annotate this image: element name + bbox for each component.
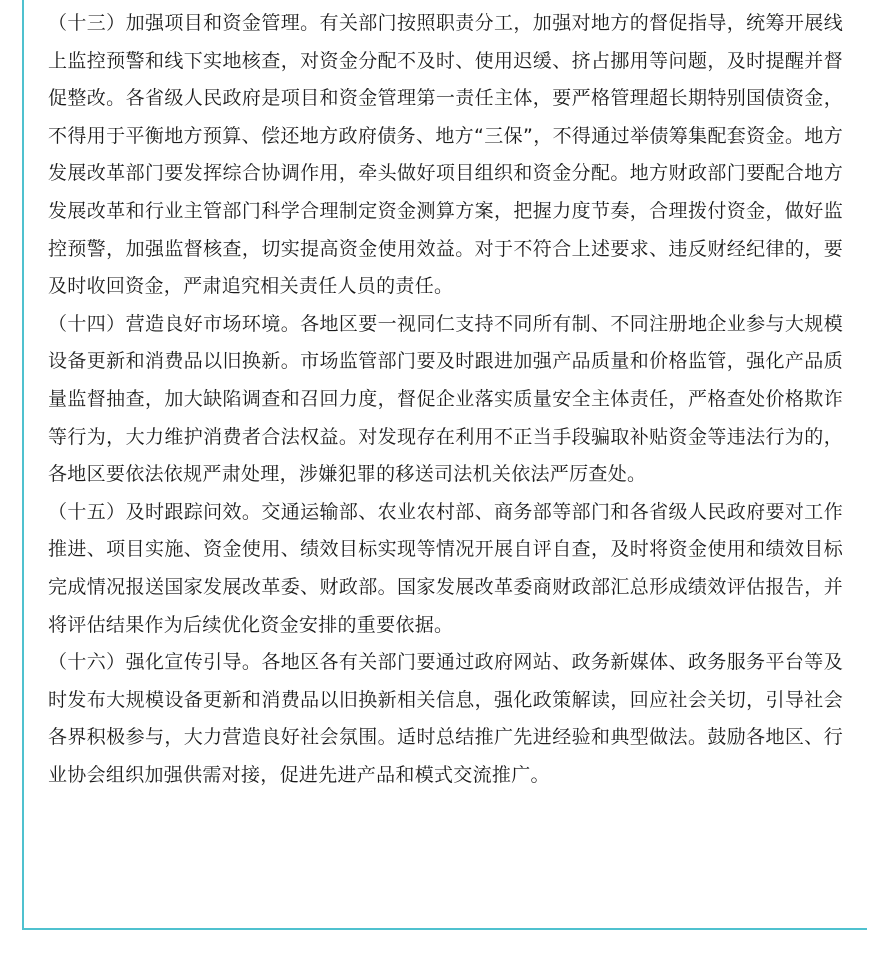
paragraph-13: （十三）加强项目和资金管理。有关部门按照职责分工，加强对地方的督促指导，统筹开展线上监控预警和线下实地核查，对资金分配不及时、使用迟缓、挤占挪用等问题，及时提醒并督促整改。各省级人民政府是项目和资金管理第一责任主体，要严格管理超长期特别国债资金，不得用于平衡地方预算、偿还地方政府债务、地方“三保”，不得通过举债筹集配套资金。地方发展改革部门要发挥综合协调作用，牵头做好项目组织和资金分配。地方财政部门要配合地方发展改革和行业主管部门科学合理制定资金测算方案，把握力度节奏，合理拨付资金，做好监控预警，加强监督核查，切实提高资金使用效益。对于不符合上述要求、违反财经纪律的，要及时收回资金，严肃追究相关责任人员的责任。 [48,12,843,298]
paragraph-15: （十五）及时跟踪问效。交通运输部、农业农村部、商务部等部门和各省级人民政府要对工作推进、项目实施、资金使用、绩效目标实现等情况开展自评自查，及时将资金使用和绩效目标完成情况报送国家发展改革委、财政部。国家发展改革委商财政部汇总形成绩效评估报告，并将评估结果作为后续优化资金安排的重要依据。 [48,500,843,636]
paragraph-14: （十四）营造良好市场环境。各地区要一视同仁支持不同所有制、不同注册地企业参与大规模设备更新和消费品以旧换新。市场监管部门要及时跟进加强产品质量和价格监管，强化产品质量监督抽查，加大缺陷调查和召回力度，督促企业落实质量安全主体责任，严格查处价格欺诈等行为，大力维护消费者合法权益。对发现存在利用不正当手段骗取补贴资金等违法行为的，各地区要依法依规严肃处理，涉嫌犯罪的移送司法机关依法严厉查处。 [48,312,843,486]
paragraph-16: （十六）强化宣传引导。各地区各有关部门要通过政府网站、政务新媒体、政务服务平台等及时发布大规模设备更新和消费品以旧换新相关信息，强化政策解读，回应社会关切，引导社会各界积极参与，大力营造良好社会氛围。适时总结推广先进经验和典型做法。鼓励各地区、行业协会组织加强供需对接，促进先进产品和模式交流推广。 [48,651,843,786]
document-body [48,5,843,794]
